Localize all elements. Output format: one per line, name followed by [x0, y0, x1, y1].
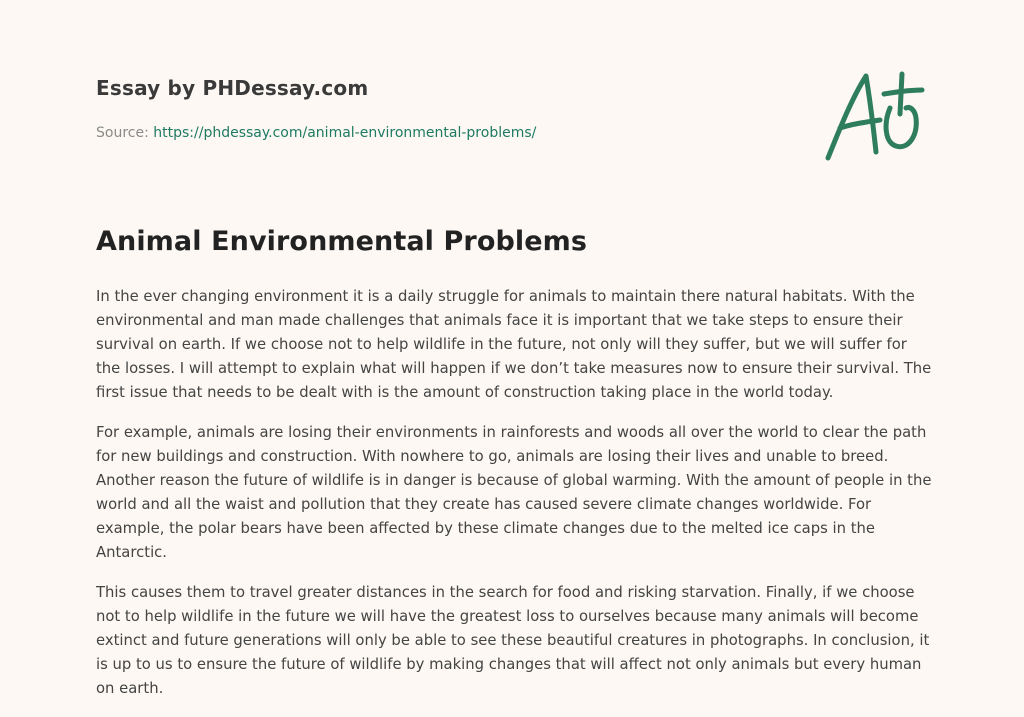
source-label: Source:	[96, 125, 154, 141]
source-line	[96, 125, 536, 141]
essay-body	[96, 285, 932, 717]
essay-paragraph-1: In the ever changing environment it is a daily struggle for animals to maintain there natural habitats. With the environmental and man made challenges that animals face it is important that we take steps to ensure their survival on earth. If we choose not to help wildlife in the future, not only will they suffer, but we will suffer for the losses. I will attempt to explain what will happen if we don’t take measures now to ensure their survival. The first issue that needs to be dealt with is the amount of construction taking place in the world today.	[96, 288, 932, 401]
source-link[interactable]: https://phdessay.com/animal-environmental-problems/	[153, 125, 537, 141]
site-title: Essay by PHDessay.com	[96, 76, 369, 100]
essay-paragraph-3: This causes them to travel greater distances in the search for food and risking starvation. Finally, if we choose not to help wildlife in the future we will have the greatest loss to ourselves because many animals will become extinct and future generations will only be able to see these beautiful creatures in photographs. In conclusion, it is up to us to ensure the future of wildlife by making changes that will affect not only animals but every human on earth.	[96, 584, 930, 697]
a-plus-grade-icon	[818, 62, 930, 166]
essay-paragraph-2: For example, animals are losing their environments in rainforests and woods all over the world to clear the path for new buildings and construction. With nowhere to go, animals are losing their lives and unable to breed. Another reason the future of wildlife is in danger is because of global warming. With the amount of people in the world and all the waist and pollution that they create has caused severe climate changes worldwide. For example, the polar bears have been affected by these climate changes due to the melted ice caps in the Antarctic.	[96, 424, 932, 561]
essay-title: Animal Environmental Problems	[96, 226, 588, 257]
